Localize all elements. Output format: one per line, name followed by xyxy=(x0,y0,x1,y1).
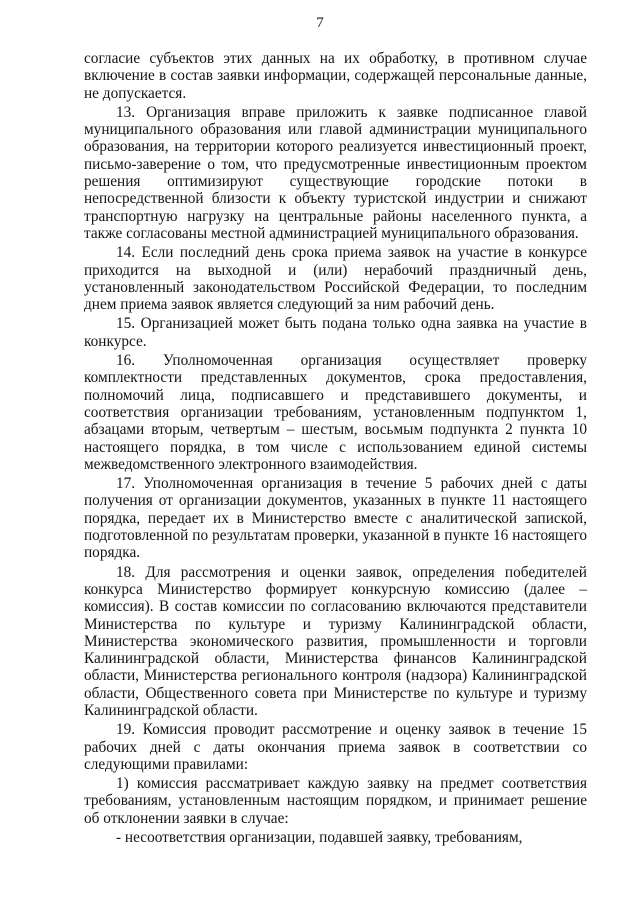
paragraph-continuation: согласие субъектов этих данных на их обработку, в противном случае включение в состав заявки информации, содержащей персональные данные, не допускается. xyxy=(84,50,587,102)
paragraph-18: 18. Для рассмотрения и оценки заявок, определения победителей конкурса Министерство формирует конкурсную комиссию (далее – комиссия). В состав комиссии по согласованию включаются представители Министерства по культуре и туризму Калининградской области, Министерства экономического развития, промышленности и торговли Калининградской области, Министерства финансов Калининградской области, Министерства регионального контроля (надзора) Калининградской области, Общественного совета при Министерстве по культуре и туризму Калининградской области. xyxy=(84,563,587,719)
document-body xyxy=(84,50,587,846)
page-number: 7 xyxy=(316,15,324,31)
list-item-dash: - несоответствия организации, подавшей заявку, требованиям, xyxy=(116,829,523,847)
paragraph-17: 17. Уполномоченная организация в течение 5 рабочих дней с даты получения от организации документов, указанных в пункте 11 настоящего порядка, передает их в Министерство вместе с аналитической запиской, подготовленной по результатам проверки, указанной в пункте 16 настоящего порядка. xyxy=(84,475,587,562)
paragraph-13: 13. Организация вправе приложить к заявке подписанное главой муниципального образования или главой администрации муниципального образования, на территории которого реализуется инвестиционный проект, письмо-заверение о том, что предусмотренные инвестиционным проектом решения оптимизируют существующие городские потоки в непосредственной близости к объекту туристской индустрии и снижают транспортную нагрузку на центральные районы населенного пункта, а также согласованы местной администрацией муниципального образования. xyxy=(84,103,587,242)
paragraph-19: 19. Комиссия проводит рассмотрение и оценку заявок в течение 15 рабочих дней с даты окончания приема заявок в соответствии со следующими правилами: xyxy=(84,721,587,773)
paragraph-14: 14. Если последний день срока приема заявок на участие в конкурсе приходится на выходной и (или) нерабочий праздничный день, установленный законодательством Российской Федерации, то последним днем приема заявок является следующий за ним рабочий день. xyxy=(84,244,587,314)
subparagraph-1: 1) комиссия рассматривает каждую заявку на предмет соответствия требованиям, установленным настоящим порядком, и принимает решение об отклонении заявки в случае: xyxy=(84,775,587,827)
paragraph-15: 15. Организацией может быть подана только одна заявка на участие в конкурсе. xyxy=(84,315,587,350)
paragraph-16: 16. Уполномоченная организация осуществляет проверку комплектности представленных документов, срока предоставления, полномочий лица, подписавшего и представившего документы, и соответствия организации требованиям, установленным подпунктом 1, абзацами вторым, четвертым – шестым, восьмым подпункта 2 пункта 10 настоящего порядка, в том числе с использованием единой системы межведомственного электронного взаимодействия. xyxy=(84,352,587,473)
